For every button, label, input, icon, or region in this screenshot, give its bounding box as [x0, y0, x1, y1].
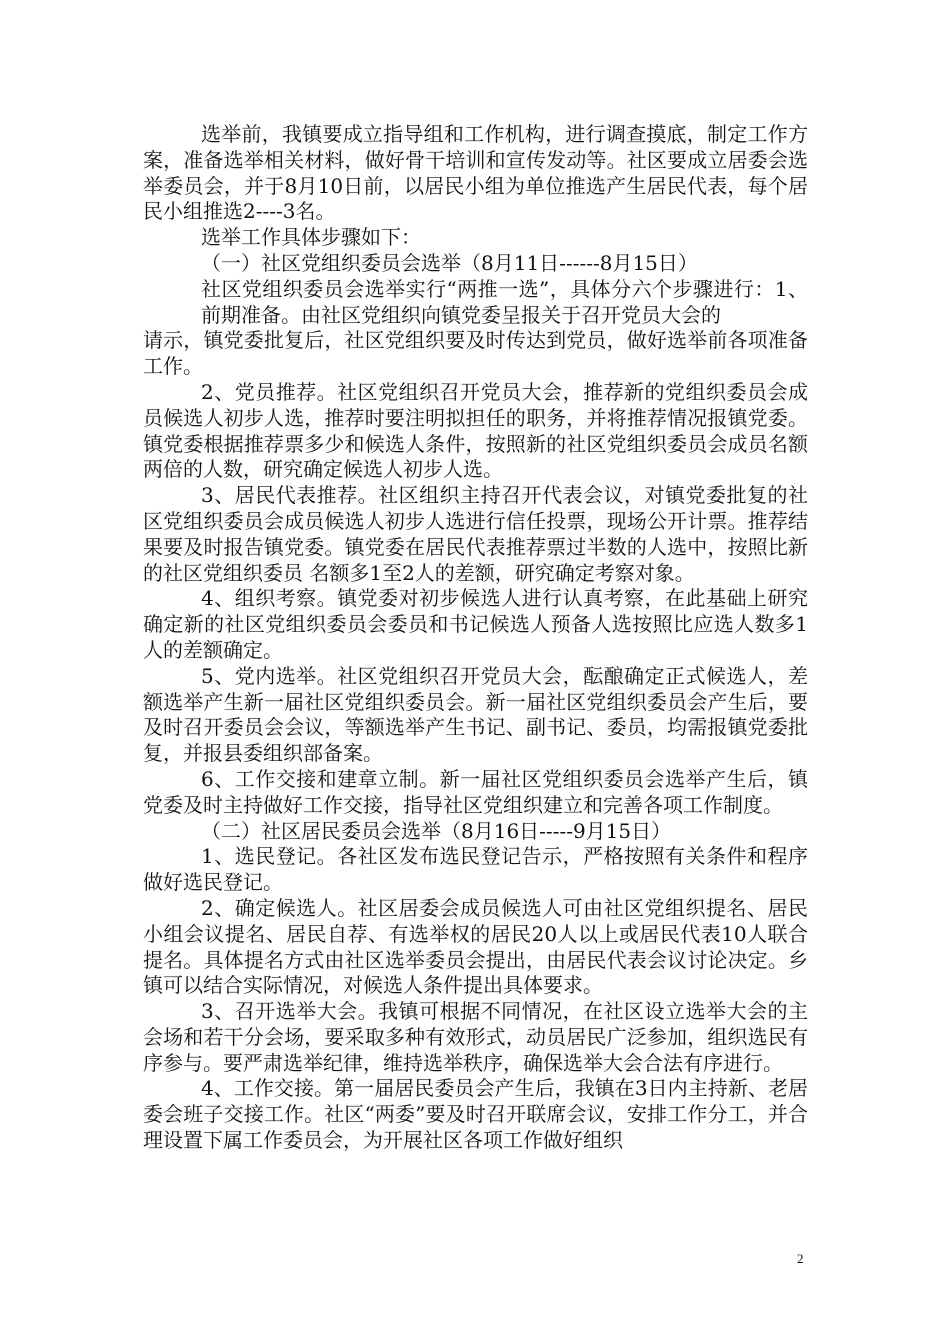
- paragraph-step-member-recommend: 2、党员推荐。社区党组织召开党员大会，推荐新的党组织委员会成员候选人初步人选，推荐时要注明拟担任的职务，并将推荐情况报镇党委。镇党委根据推荐票多少和候选人条件，按照新的社区党组织委员会成员名额两倍的人数，研究确定候选人初步人选。: [143, 379, 808, 482]
- paragraph-request-approval: 请示，镇党委批复后，社区党组织要及时传达到党员，做好选举前各项准备工作。: [143, 328, 808, 379]
- paragraph-step-internal-election: 5、党内选举。社区党组织召开党员大会，酝酿确定正式候选人，差额选举产生新一届社区党组织委员会。新一届社区党组织委员会产生后，要及时召开委员会会议，等额选举产生书记、副书记、委员，均需报镇党委批复，并报县委组织部备案。: [143, 663, 808, 766]
- paragraph-step-inspection: 4、组织考察。镇党委对初步候选人进行认真考察，在此基础上研究确定新的社区党组织委员会委员和书记候选人预备人选按照比应选人数多1人的差额确定。: [143, 586, 808, 662]
- section-heading-resident-election: （二）社区居民委员会选举（8月16日-----9月15日）: [201, 818, 672, 843]
- paragraph-steps-intro: 选举工作具体步骤如下：: [201, 225, 421, 250]
- paragraph-work-handover: 4、工作交接。第一届居民委员会产生后，我镇在3日内主持新、老居委会班子交接工作。社区“两委”要及时召开联席会议，安排工作分工，并合理设置下属工作委员会，为开展社区各项工作做好组织: [143, 1076, 808, 1153]
- paragraph-step-resident-recommend: 3、居民代表推荐。社区组织主持召开代表会议，对镇党委批复的社区党组织委员会成员候选人初步人选进行信任投票，现场公开计票。推荐结果要及时报告镇党委。镇党委在居民代表推荐票过半数的人选中，按照比新的社区党组织委员 名额多1至2人的差额，研究确定考察对象。: [143, 483, 808, 585]
- paragraph-preparation: 选举前，我镇要成立指导组和工作机构，进行调查摸底，制定工作方案，准备选举相关材料，做好骨干培训和宣传发动等。社区要成立居委会选举委员会，并于8月10日前，以居民小组为单位推选产生居民代表，每个居民小组推选2----3名。: [143, 122, 808, 224]
- paragraph-candidates: 2、确定候选人。社区居委会成员候选人可由社区党组织提名、居民小组会议提名、居民自荐、有选举权的居民20人以上或居民代表10人联合提名。具体提名方式由社区选举委员会提出，由居民代表会议讨论决定。乡镇可以结合实际情况，对候选人条件提出具体要求。: [143, 895, 808, 998]
- body-text: [143, 122, 808, 1154]
- paragraph-step-handover-rules: 6、工作交接和建章立制。新一届社区党组织委员会选举产生后，镇党委及时主持做好工作交接，指导社区党组织建立和完善各项工作制度。: [143, 766, 808, 817]
- paragraph-two-recommend-one-elect: 社区党组织委员会选举实行“两推一选”，具体分六个步骤进行：1、前期准备。由社区党组织向镇党委呈报关于召开党员大会的: [201, 276, 808, 327]
- paragraph-voter-registration: 1、选民登记。各社区发布选民登记告示，严格按照有关条件和程序做好选民登记。: [143, 844, 808, 895]
- page-number: 2: [797, 1251, 804, 1266]
- paragraph-election-meeting: 3、召开选举大会。我镇可根据不同情况，在社区设立选举大会的主会场和若干分会场，要采取多种有效形式，动员居民广泛参加，组织选民有序参与。要严肃选举纪律，维持选举秩序，确保选举大会合法有序进行。: [143, 999, 808, 1075]
- section-heading-party-election: （一）社区党组织委员会选举（8月11日------8月15日）: [201, 250, 698, 275]
